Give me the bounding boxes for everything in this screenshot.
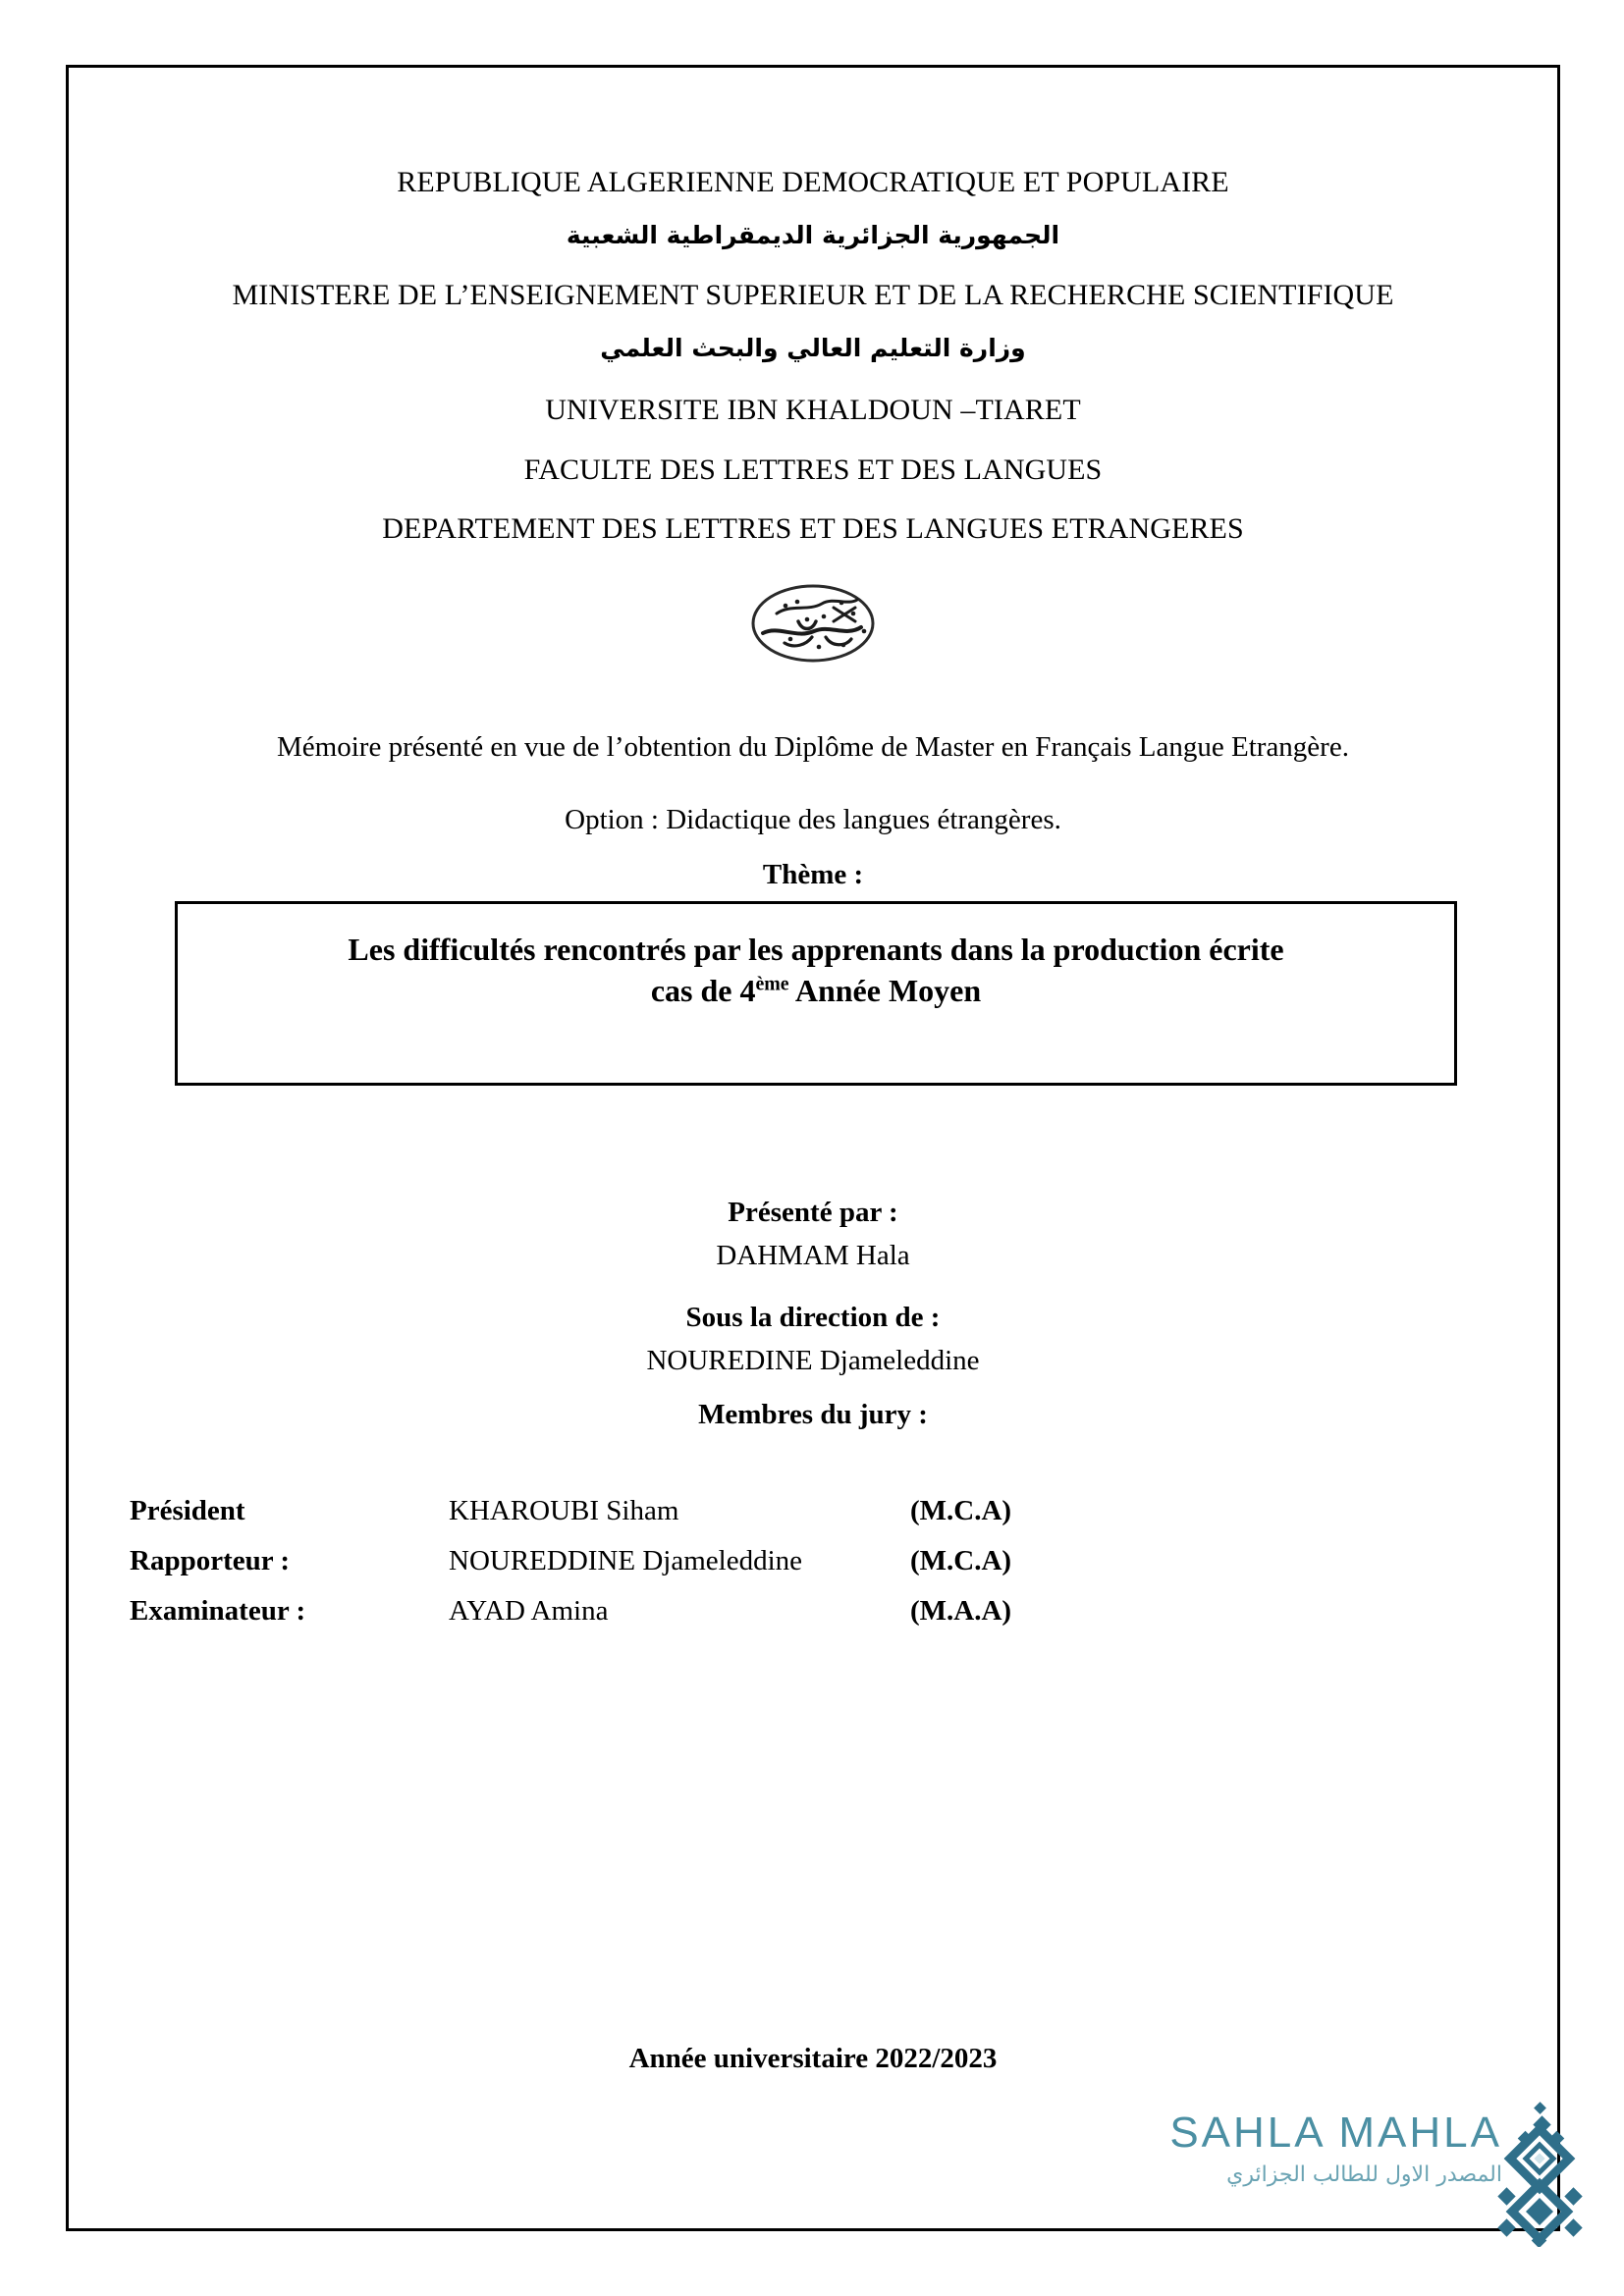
university-line: UNIVERSITE IBN KHALDOUN –TIARET — [545, 394, 1081, 427]
thesis-title-box — [175, 901, 1457, 1086]
ministry-line-fr: MINISTERE DE L’ENSEIGNEMENT SUPERIEUR ET DE LA RECHERCHE SCIENTIFIQUE — [232, 278, 1394, 311]
department-line: DEPARTEMENT DES LETTRES ET DES LANGUES ETRANGERES — [382, 512, 1244, 546]
degree-line: Mémoire présenté en vue de l’obtention du Diplôme de Master en Français Langue Etrangère. — [277, 731, 1349, 763]
university-seal-icon — [739, 578, 887, 668]
thesis-title-line1: Les difficultés rencontrés par les apprenants dans la production écrite — [348, 932, 1284, 967]
thesis-title-line2-after: Année Moyen — [788, 973, 982, 1009]
jury-role: Président — [130, 1495, 245, 1526]
republic-line-ar: الجمهورية الجزائرية الديمقراطية الشعبية — [566, 221, 1060, 250]
table-row — [130, 1536, 1239, 1586]
presented-by-label: Présenté par : — [728, 1197, 898, 1228]
thesis-title-line2-before: cas de 4 — [650, 973, 756, 1009]
table-row — [130, 1586, 1239, 1636]
table-row — [130, 1486, 1239, 1536]
degree-statement — [69, 729, 1557, 838]
jury-grade: (M.A.A) — [910, 1595, 1012, 1627]
author-supervisor-block — [69, 1192, 1557, 1382]
institution-header — [69, 164, 1557, 549]
republic-line-fr: REPUBLIQUE ALGERIENNE DEMOCRATIQUE ET POPULAIRE — [397, 166, 1229, 198]
academic-year: Année universitaire 2022/2023 — [628, 2043, 998, 2074]
jury-person: AYAD Amina — [449, 1595, 609, 1627]
page-border — [66, 65, 1560, 2231]
watermark-title: SAHLA MAHLA — [1169, 2109, 1502, 2157]
watermark-subtitle: المصدر الاول للطالب الجزائري — [1226, 2163, 1502, 2187]
jury-role: Rapporteur : — [130, 1545, 290, 1576]
seal-container — [69, 578, 1557, 673]
author-name: DAHMAM Hala — [716, 1239, 910, 1271]
jury-person: KHAROUBI Siham — [449, 1495, 679, 1526]
jury-role: Examinateur : — [130, 1595, 306, 1627]
jury-grade: (M.C.A) — [910, 1495, 1012, 1526]
jury-grade: (M.C.A) — [910, 1545, 1012, 1576]
thesis-title — [178, 929, 1454, 1011]
option-line: Option : Didactique des langues étrangères. — [565, 803, 1061, 835]
jury-person: NOUREDDINE Djameleddine — [449, 1545, 802, 1576]
supervisor-name: NOUREDINE Djameleddine — [646, 1344, 980, 1376]
supervisor-label: Sous la direction de : — [685, 1302, 941, 1333]
jury-table — [130, 1486, 1239, 1636]
faculty-line: FACULTE DES LETTRES ET DES LANGUES — [523, 453, 1103, 486]
jury-members-label: Membres du jury : — [698, 1399, 928, 1430]
ministry-line-ar: وزارة التعليم العالي والبحث العلمي — [600, 333, 1026, 362]
thesis-title-ordinal-sup: ème — [755, 973, 789, 995]
theme-label: Thème : — [762, 859, 864, 890]
